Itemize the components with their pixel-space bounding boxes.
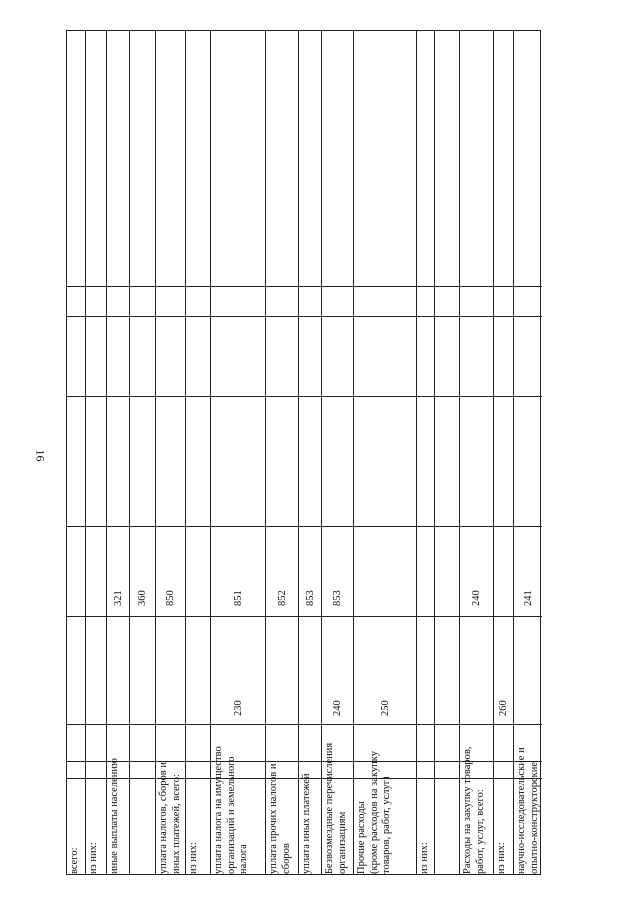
label-line: организациям [336, 811, 348, 874]
row-subcode: 853 [304, 590, 316, 606]
cell-border [514, 396, 542, 397]
cell-border [130, 396, 155, 397]
cell-border [186, 778, 210, 779]
cell-border [266, 616, 298, 617]
cell-border [460, 724, 493, 725]
cell-border [322, 316, 353, 317]
row-code: 260 [498, 700, 509, 716]
cell-border [130, 761, 155, 762]
cell-border [494, 724, 513, 725]
label-line: иных платежей, всего: [170, 774, 182, 874]
row-label [158, 762, 183, 874]
cell-border [322, 396, 353, 397]
label-line: уплата иных платежей [301, 773, 312, 874]
cell-border [156, 724, 185, 725]
table-row [67, 31, 85, 874]
cell-border [186, 316, 210, 317]
cell-border [354, 396, 416, 397]
cell-border [86, 316, 106, 317]
row-subcode: 850 [165, 590, 176, 606]
row-subcode: 240 [471, 590, 482, 606]
label-line: (кроме расходов на закупку [368, 751, 380, 874]
cell-border [67, 526, 85, 527]
cell-border [417, 761, 434, 762]
cell-border [299, 724, 321, 725]
label-line: товаров, работ, услуг) [381, 776, 392, 874]
cell-border [266, 316, 298, 317]
cell-border [107, 724, 129, 725]
cell-border [107, 286, 129, 287]
table-row [298, 31, 321, 874]
cell-border [494, 526, 513, 527]
cell-border [130, 316, 155, 317]
cell-border [266, 286, 298, 287]
label-line: из них: [188, 842, 199, 874]
cell-border [211, 396, 265, 397]
row-subcode: 851 [232, 590, 244, 606]
cell-border [435, 761, 459, 762]
cell-border [514, 616, 542, 617]
cell-border [417, 396, 434, 397]
cell-border [417, 724, 434, 725]
cell-border [107, 526, 129, 527]
row-label [301, 773, 314, 874]
cell-border [156, 616, 185, 617]
cell-border [435, 526, 459, 527]
cell-border [130, 286, 155, 287]
cell-border [186, 616, 210, 617]
label-line: уплата налога на имущество [213, 746, 224, 874]
cell-border [67, 616, 85, 617]
cell-border [186, 396, 210, 397]
cell-border [211, 316, 265, 317]
cell-border [67, 778, 85, 779]
cell-border [86, 778, 106, 779]
cell-border [266, 396, 298, 397]
label-line: работ, услуг, всего: [474, 789, 486, 874]
row-label [213, 746, 251, 874]
table-row [265, 31, 298, 874]
cell-border [354, 316, 416, 317]
row-subcode: 360 [137, 590, 148, 606]
cell-border [354, 724, 416, 725]
cell-border [494, 616, 513, 617]
cell-border [67, 761, 85, 762]
row-code: 250 [379, 700, 391, 716]
table-row [459, 31, 493, 874]
cell-border [299, 761, 321, 762]
cell-border [130, 616, 155, 617]
cell-border [107, 396, 129, 397]
cell-border [186, 724, 210, 725]
cell-border [130, 526, 155, 527]
cell-border [299, 316, 321, 317]
cell-border [299, 616, 321, 617]
cell-border [435, 724, 459, 725]
label-line: налога [238, 844, 249, 874]
cell-border [322, 286, 353, 287]
label-line: Расходы на закупку товаров, [462, 746, 473, 874]
cell-border [107, 616, 129, 617]
label-line: Безвозмездные перечисления [324, 742, 335, 874]
row-label [496, 842, 509, 874]
cell-border [211, 616, 265, 617]
label-line: из них: [496, 842, 507, 874]
cell-border [494, 761, 513, 762]
cell-border [67, 724, 85, 725]
cell-border [435, 778, 459, 779]
cell-border [130, 778, 155, 779]
cell-border [211, 724, 265, 725]
cell-border [186, 526, 210, 527]
cell-border [86, 724, 106, 725]
cell-border [417, 616, 434, 617]
table-row [210, 31, 265, 874]
page-number: 16 [33, 449, 48, 462]
row-label [324, 743, 349, 874]
cell-border [266, 526, 298, 527]
cell-border [186, 286, 210, 287]
row-subcode: 241 [522, 590, 534, 606]
table-row [513, 31, 542, 874]
cell-border [186, 761, 210, 762]
cell-border [354, 526, 416, 527]
table-row [353, 31, 416, 874]
cell-border [460, 396, 493, 397]
cell-border [156, 316, 185, 317]
row-label [268, 764, 293, 874]
cell-border [86, 616, 106, 617]
label-line: опытно-конструкторские [528, 761, 540, 874]
cell-border [494, 316, 513, 317]
cell-border [86, 761, 106, 762]
cell-border [494, 286, 513, 287]
label-line: научно-исследовательские и [516, 747, 527, 874]
cell-border [460, 316, 493, 317]
cell-border [435, 286, 459, 287]
cell-border [299, 396, 321, 397]
table-row [493, 31, 513, 874]
cell-border [494, 778, 513, 779]
row-subcode: 852 [276, 590, 288, 606]
row-label [109, 758, 122, 874]
cell-border [86, 526, 106, 527]
cell-border [299, 526, 321, 527]
cell-border [435, 616, 459, 617]
cell-border [107, 316, 129, 317]
table-row [185, 31, 210, 874]
cell-border [514, 286, 542, 287]
label-line: иные выплаты населению [109, 758, 120, 874]
cell-border [514, 316, 542, 317]
cell-border [417, 286, 434, 287]
cell-border [266, 761, 298, 762]
cell-border [435, 316, 459, 317]
label-line: из них: [88, 842, 99, 874]
label-line: сборов [280, 843, 292, 874]
cell-border [299, 286, 321, 287]
row-label [88, 842, 101, 874]
cell-border [460, 526, 493, 527]
cell-border [460, 616, 493, 617]
row-label [419, 842, 432, 874]
table-row [155, 31, 185, 874]
cell-border [156, 286, 185, 287]
cell-border [354, 286, 416, 287]
cell-border [514, 526, 542, 527]
label-line: из них: [419, 842, 430, 874]
cell-border [156, 396, 185, 397]
cell-border [417, 316, 434, 317]
table-row [106, 31, 129, 874]
cell-border [156, 526, 185, 527]
cell-border [322, 724, 353, 725]
cell-border [494, 396, 513, 397]
cell-border [417, 778, 434, 779]
cell-border [86, 396, 106, 397]
cell-border [67, 316, 85, 317]
row-label [356, 751, 394, 874]
cell-border [354, 616, 416, 617]
row-code: 240 [332, 700, 343, 716]
cell-border [322, 616, 353, 617]
label-line: уплата прочих налогов и [268, 763, 279, 874]
row-subcode: 853 [332, 590, 343, 606]
document-table [66, 30, 541, 875]
cell-border [86, 286, 106, 287]
label-line: Прочие расходы [356, 801, 367, 874]
cell-border [211, 526, 265, 527]
cell-border [211, 286, 265, 287]
table-row [434, 31, 459, 874]
row-label [69, 847, 82, 874]
row-code: 230 [232, 700, 244, 716]
cell-border [417, 526, 434, 527]
row-label [462, 747, 487, 874]
label-line: организаций и земельного [225, 756, 237, 874]
cell-border [460, 286, 493, 287]
table-row [321, 31, 353, 874]
label-line: всего: [69, 847, 80, 874]
table-row [85, 31, 106, 874]
cell-border [435, 396, 459, 397]
cell-border [67, 396, 85, 397]
cell-border [67, 286, 85, 287]
row-label [188, 842, 201, 874]
table-row [129, 31, 155, 874]
cell-border [130, 724, 155, 725]
table-row [416, 31, 434, 874]
row-subcode: 321 [112, 590, 124, 606]
cell-border [514, 724, 542, 725]
cell-border [266, 724, 298, 725]
cell-border [322, 526, 353, 527]
label-line: уплата налогов, сборов и [158, 762, 169, 874]
row-label [516, 747, 541, 874]
